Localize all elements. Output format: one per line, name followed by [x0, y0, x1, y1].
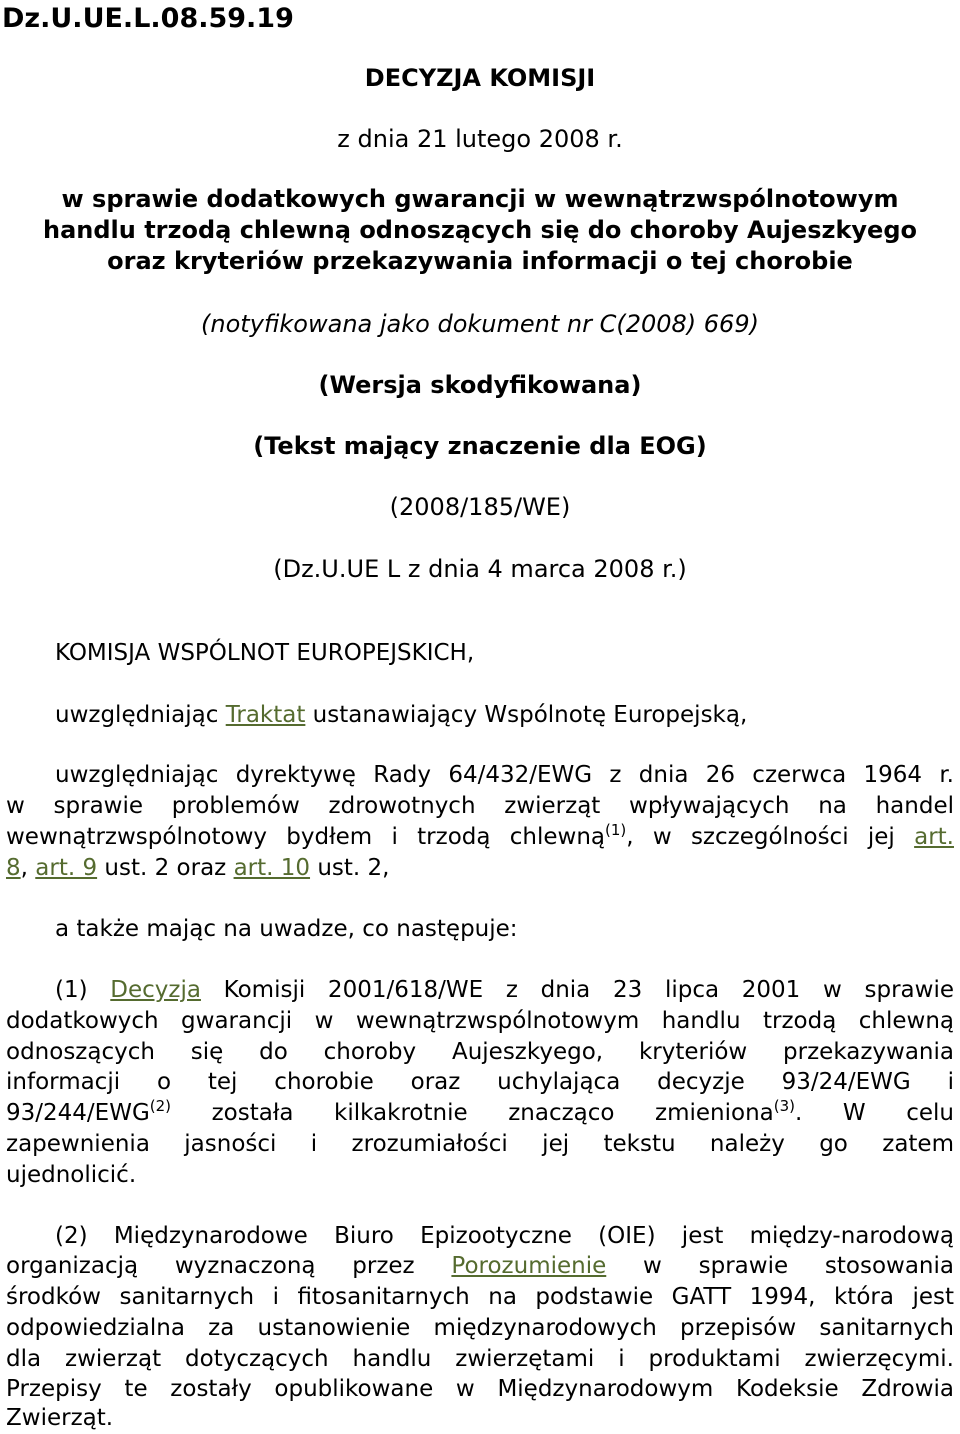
directive-line: w sprawie problemów zdrowotnych zwierząt wpływających na handel [6, 793, 954, 819]
document-id: Dz.U.UE.L.08.59.19 [2, 3, 294, 34]
recital-1-line [55, 975, 954, 1006]
directive-text: ust. 2 oraz [97, 855, 234, 881]
recital-1-line: informacji o tej chorobie oraz uchylająca decyzje 93/24/EWG i [6, 1069, 954, 1095]
recital-text: organizacją wyznaczoną przez [6, 1253, 452, 1279]
notified-as: (notyfikowana jako dokument nr C(2008) 669) [201, 310, 759, 338]
decision-date: z dnia 21 lutego 2008 r. [337, 125, 623, 153]
whereas-heading: a także mając na uwadze, co następuje: [55, 916, 518, 942]
directive-line [6, 853, 954, 884]
recital-2-line: Przepisy te zostały opublikowane w Międzynarodowym Kodeksie Zdrowia [6, 1376, 954, 1402]
recital-2-line: dla zwierząt dotyczących handlu zwierzętami i produktami zwierzęcymi. [6, 1346, 954, 1372]
eea-note: (Tekst mający znaczenie dla EOG) [253, 432, 707, 460]
recital-text: 93/244/EWG [6, 1100, 150, 1126]
recital-text: (1) [55, 977, 111, 1003]
considering-text: ustanawiający Wspólnotę Europejską, [305, 702, 748, 728]
recital-1-line: zapewnienia jasności i zrozumiałości jej tekstu należy go zatem [6, 1131, 954, 1157]
recital-text: . W celu [795, 1100, 954, 1126]
footnote-2-ref[interactable]: (2) [149, 1097, 172, 1115]
recital-2-line: odpowiedzialna za ustanowienie międzynarodowych przepisów sanitarnych [6, 1315, 954, 1341]
recital-1-line [6, 1098, 954, 1129]
directive-line [6, 822, 954, 853]
agreement-link[interactable]: Porozumienie [451, 1253, 607, 1279]
treaty-link[interactable]: Traktat [225, 702, 306, 728]
recital-2-line: (2) Międzynarodowe Biuro Epizootyczne (OIE) jest między-narodową [55, 1223, 954, 1249]
considering-text: uwzględniając [55, 702, 226, 728]
art-10-link[interactable]: art. 10 [233, 855, 311, 881]
version-note: (Wersja skodyfikowana) [318, 371, 642, 399]
recital-1-line: odnoszących się do choroby Aujeszkyego, kryteriów przekazywania [6, 1039, 954, 1065]
decision-title: DECYZJA KOMISJI [364, 64, 596, 92]
art-link[interactable]: art. [914, 824, 954, 850]
recital-text: Komisji 2001/618/WE z dnia 23 lipca 2001 w sprawie [200, 977, 954, 1003]
decision-subject [0, 184, 960, 277]
art-9-link[interactable]: art. 9 [35, 855, 98, 881]
footnote-3-ref[interactable]: (3) [773, 1097, 796, 1115]
footnote-1-ref[interactable]: (1) [605, 821, 627, 839]
directive-text: wewnątrzwspólnotowy bydłem i trzodą chlewną [6, 824, 605, 850]
subject-line: oraz kryteriów przekazywania informacji o tej chorobie [107, 247, 853, 275]
recital-2-line [6, 1251, 954, 1282]
subject-line: w sprawie dodatkowych gwarancji w wewnątrzwspólnotowym [61, 185, 899, 213]
decision-number: (2008/185/WE) [389, 493, 571, 521]
recital-1-line: dodatkowych gwarancji w wewnątrzwspólnotowym handlu trzodą chlewną [6, 1008, 954, 1034]
decision-link[interactable]: Decyzja [110, 977, 201, 1003]
art-8-link[interactable]: 8 [6, 855, 21, 881]
directive-text: ust. 2, [310, 855, 390, 881]
directive-line: uwzględniając dyrektywę Rady 64/432/EWG z dnia 26 czerwca 1964 r. [55, 762, 954, 788]
directive-text: , [20, 855, 36, 881]
directive-text: , w szczególności jej [626, 824, 915, 850]
recital-text: została kilkakrotnie znacząco zmieniona [171, 1100, 774, 1126]
journal-reference: (Dz.U.UE L z dnia 4 marca 2008 r.) [273, 555, 687, 583]
considering-treaty [55, 700, 747, 731]
recital-2-line: środków sanitarnych i fitosanitarnych na podstawie GATT 1994, która jest [6, 1284, 954, 1310]
recital-1-line: ujednolicić. [6, 1162, 137, 1188]
subject-line: handlu trzodą chlewną odnoszących się do choroby Aujeszkyego [42, 216, 917, 244]
commission-heading: KOMISJA WSPÓLNOT EUROPEJSKICH, [55, 640, 475, 666]
recital-text: w sprawie stosowania [606, 1253, 954, 1279]
recital-2-line: Zwierząt. [6, 1405, 114, 1431]
